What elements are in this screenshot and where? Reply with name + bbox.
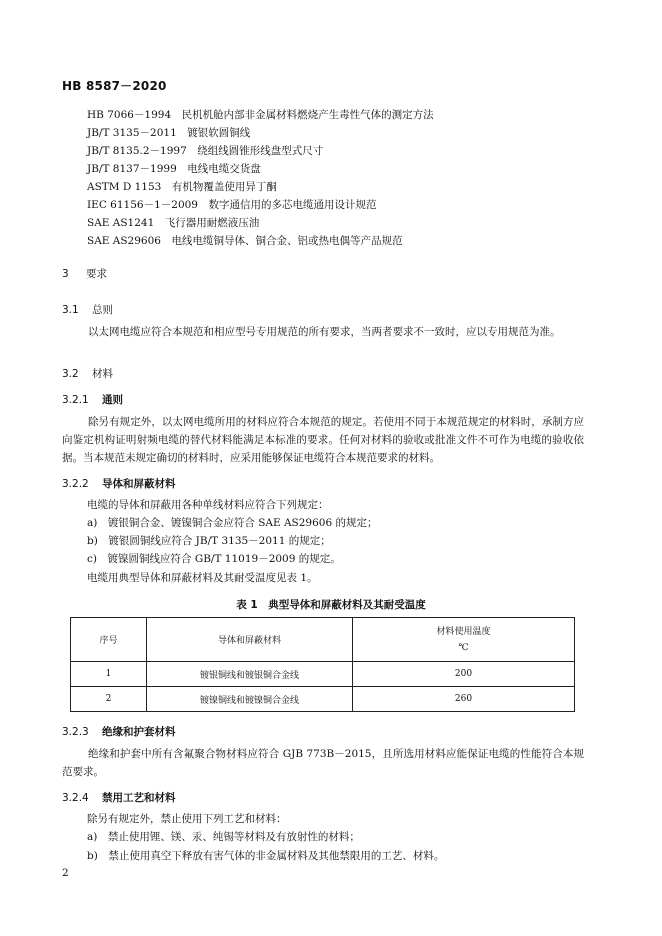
section-number: 3.2 <box>62 368 79 380</box>
header-cell-no: 序号 <box>71 618 147 662</box>
cell-temp: 200 <box>353 662 575 687</box>
reference-item: ASTM D 1153 有机物覆盖使用异丁酮 <box>87 181 277 193</box>
reference-item: IEC 61156－1－2009 数字通信用的多芯电缆通用设计规范 <box>87 199 377 211</box>
section-3-2-heading <box>62 366 113 381</box>
section-title: 通则 <box>102 394 123 406</box>
cell-material: 镀镍铜线和镀镍铜合金线 <box>147 687 353 712</box>
reference-item: SAE AS29606 电线电缆铜导体、铜合金、铝或热电偶等产品规范 <box>87 235 403 247</box>
table-row <box>71 687 575 712</box>
temp-label: 材料使用温度 <box>436 626 491 637</box>
section-number: 3.2.1 <box>62 394 89 406</box>
list-item: b) 禁止使用真空下释放有害气体的非金属材料及其他禁限用的工艺、材料。 <box>87 850 445 862</box>
header-cell-temp <box>353 618 575 662</box>
reference-item: JB/T 8137－1999 电线电缆交货盘 <box>87 163 261 175</box>
section-title: 禁用工艺和材料 <box>102 792 176 804</box>
section-number: 3.2.3 <box>62 726 89 738</box>
table-row <box>71 662 575 687</box>
reference-item: JB/T 3135－2011 镀银软圆铜线 <box>87 127 251 139</box>
section-title: 绝缘和护套材料 <box>102 726 176 738</box>
cell-no: 1 <box>71 662 147 687</box>
section-3-2-3-heading <box>62 724 176 739</box>
section-3-2-4-heading <box>62 790 176 805</box>
cell-material: 镀银铜线和镀银铜合金线 <box>147 662 353 687</box>
section-title: 要求 <box>86 268 107 280</box>
section-number: 3.2.4 <box>62 792 89 804</box>
table-header-row <box>71 618 575 662</box>
section-3-2-3-text: 绝缘和护套中所有含氟聚合物材料应符合 GJB 773B－2015，且所选用材料应能保证电缆的性能符合本规范要求。 <box>62 748 584 778</box>
table-1-caption: 表 1 典型导体和屏蔽材料及其耐受温度 <box>236 599 426 611</box>
reference-item: SAE AS1241 飞行器用耐燃液压油 <box>87 217 260 229</box>
reference-item: HB 7066－1994 民机机舱内部非金属材料燃烧产生毒性气体的测定方法 <box>87 109 434 121</box>
section-title: 导体和屏蔽材料 <box>102 478 176 490</box>
list-item: c) 镀镍圆铜线应符合 GB/T 11019－2009 的规定。 <box>87 553 341 565</box>
page-number: 2 <box>62 867 69 879</box>
section-title: 材料 <box>92 368 113 380</box>
section-3-2-1-text: 除另有规定外，以太网电缆所用的材料应符合本规范的规定。若使用不同于本规范规定的材料时，承制方应向鉴定机构证明射频电缆的替代材料能满足本标准的要求。任何对材料的验收或批准文件不可作为电缆的验收依据。当本规范未规定确切的材料时，应采用能够保证电缆符合本规范要求的材料。 <box>62 416 584 464</box>
list-item: b) 镀银圆铜线应符合 JB/T 3135－2011 的规定； <box>87 535 331 547</box>
cell-temp: 260 <box>353 687 575 712</box>
section-3-2-2-intro: 电缆的导体和屏蔽用各种单线材料应符合下列规定： <box>87 499 329 511</box>
list-item: a) 镀银铜合金、镀镍铜合金应符合 SAE AS29606 的规定； <box>87 517 378 529</box>
section-3-2-4-intro: 除另有规定外，禁止使用下列工艺和材料： <box>87 813 287 825</box>
header-cell-material: 导体和屏蔽材料 <box>147 618 353 662</box>
reference-item: JB/T 8135.2－1997 绕组线圆锥形线盘型式尺寸 <box>87 145 324 157</box>
section-number: 3.2.2 <box>62 478 89 490</box>
section-3-2-1-heading <box>62 392 123 407</box>
list-item: a) 禁止使用锂、镁、汞、纯锡等材料及有放射性的材料； <box>87 831 360 843</box>
section-title: 总则 <box>92 304 113 316</box>
temp-unit: ℃ <box>458 642 469 653</box>
section-3-2-2-outro: 电缆用典型导体和屏蔽材料及其耐受温度见表 1。 <box>87 572 318 584</box>
table-1 <box>70 617 575 712</box>
cell-no: 2 <box>71 687 147 712</box>
section-3-1-text: 以太网电缆应符合本规范和相应型号专用规范的所有要求，当两者要求不一致时，应以专用规范为准。 <box>88 326 561 338</box>
section-3-2-2-heading <box>62 476 176 491</box>
section-number: 3.1 <box>62 304 79 316</box>
section-3-1-heading <box>62 302 113 317</box>
section-3-heading <box>62 266 107 281</box>
section-number: 3 <box>62 268 69 280</box>
document-code: HB 8587－2020 <box>62 79 167 93</box>
